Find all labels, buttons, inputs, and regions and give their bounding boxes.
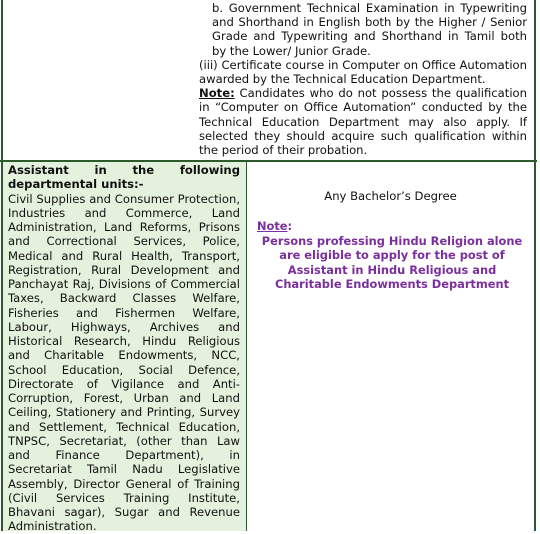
heading-word: Assistant [8,163,69,177]
post-heading-line1 [8,163,240,177]
degree-requirement: Any Bachelor’s Degree [324,189,457,203]
heading-word: the [132,163,155,177]
row2-note-colon: : [287,219,293,233]
row1-note-text: Candidates who do not possess the qualification in “Computer on Office Automation” conducted by the Technical Education Department may also apply. If selected they should acquire such qualification within the period of their probation. [199,86,527,158]
heading-word: in [94,163,107,177]
heading-word: following [179,163,240,177]
row1-note [199,86,527,157]
row2-post-text [8,163,240,534]
row2-note [257,219,527,292]
row2-post-cell [1,162,247,534]
row2-note-label: Note [257,219,288,233]
row1-post-cell [1,0,198,160]
row2-note-text: Persons professing Hindu Religion alone are eligible to apply for the post of Assistant in Hindu Religious and Charitable Endowments Department [261,233,523,291]
row2-note-heading [257,219,527,234]
row1-qualification-cell [196,0,536,160]
row1-note-label: Note: [199,86,235,101]
row2-qualification-cell [247,162,536,531]
typewriting-requirement: b. Government Technical Examination in Typewriting and Shorthand in English both by the Higher / Senior Grade and Typewriting and Shorthand in Tamil both by the Lower/ Junior Grade. [212,1,527,58]
row1-qualification-text [199,1,527,157]
computer-certificate-requirement: (iii) Certificate course in Computer on Office Automation awarded by the Technical Education Department. [199,57,527,87]
departmental-units-list: Civil Supplies and Consumer Protection, Industries and Commerce, Land Administration, Land Reforms, Prisons and Correctional Services, Police, Medical and Rural Health, Transport, Registration, Rural Development and Panchayat Raj, Divisions of Commercial Taxes, Backward Classes Welfare, Fisheries and Fishermen Welfare, Labour, Highways, Archives and Historical Research, Hindu Religious and Charitable Endowments, NCC, School Education, Social Defence, Directorate of Vigilance and Anti-Corruption, Forest, Urban and Land Ceiling, Stationery and Printing, Survey and Settlement, Technical Education, TNPSC, Secretariat, (other than Law and Finance Department), in Secretariat Tamil Nadu Legislative Assembly, Director General of Training (Civil Services Training Institute, Bhavani sagar), Sugar and Revenue Administration. [8,191,240,534]
post-heading-line2: departmental units:- [8,177,144,192]
